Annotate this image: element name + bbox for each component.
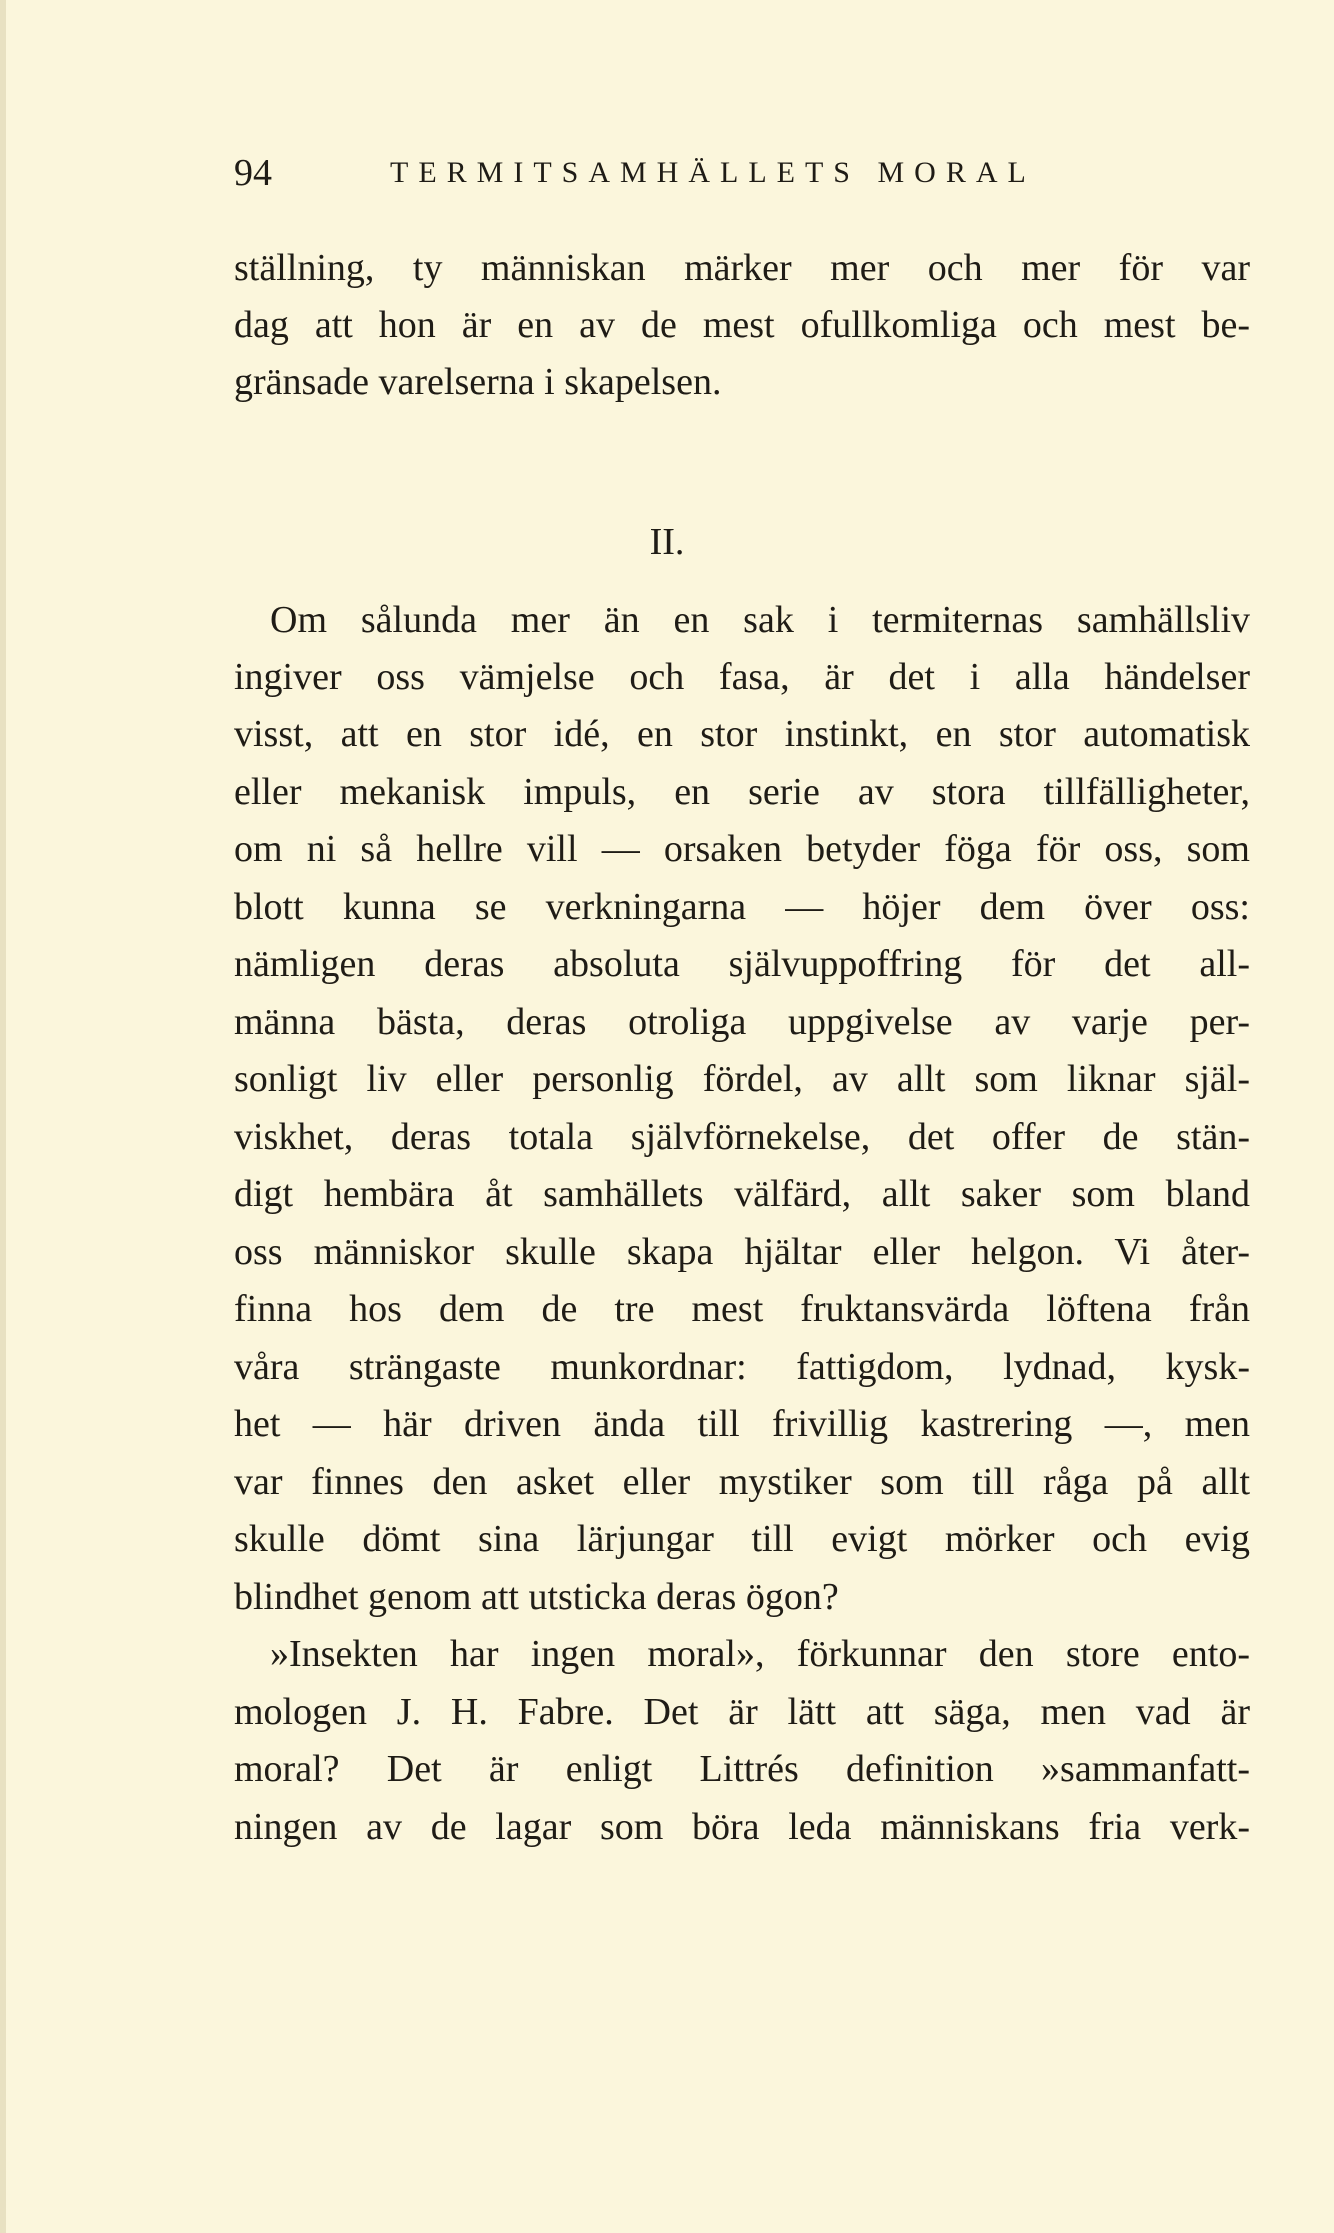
text-line: blott kunna se verkningarna — höjer dem över oss: xyxy=(234,886,1250,928)
text-line: finna hos dem de tre mest fruktansvärda löftena från xyxy=(234,1288,1250,1330)
text-line: våra strängaste munkordnar: fattigdom, lydnad, kysk- xyxy=(234,1346,1250,1388)
page-number: 94 xyxy=(234,152,272,194)
text-line: nämligen deras absoluta självuppoffring för det all- xyxy=(234,943,1250,985)
text-line: Om sålunda mer än en sak i termiternas samhällsliv xyxy=(270,599,1250,641)
text-line: skulle dömt sina lärjungar till evigt mörker och evig xyxy=(234,1518,1250,1560)
text-line: gränsade varelserna i skapelsen. xyxy=(234,361,722,403)
text-line: mologen J. H. Fabre. Det är lätt att säga, men vad är xyxy=(234,1691,1250,1733)
page-edge xyxy=(0,0,6,2233)
text-line: het — här driven ända till frivillig kastrering —, men xyxy=(234,1403,1250,1445)
text-line: eller mekanisk impuls, en serie av stora tillfälligheter, xyxy=(234,771,1250,813)
text-line: visst, att en stor idé, en stor instinkt, en stor automatisk xyxy=(234,713,1250,755)
text-line: viskhet, deras totala självförnekelse, det offer de stän- xyxy=(234,1116,1250,1158)
text-line: männa bästa, deras otroliga uppgivelse av varje per- xyxy=(234,1001,1250,1043)
text-line: sonligt liv eller personlig fördel, av allt som liknar själ- xyxy=(234,1058,1250,1100)
running-title: TERMITSAMHÄLLETS MORAL xyxy=(390,156,1036,189)
text-line: digt hembära åt samhällets välfärd, allt saker som bland xyxy=(234,1173,1250,1215)
text-line: om ni så hellre vill — orsaken betyder föga för oss, som xyxy=(234,828,1250,870)
text-line: »Insekten har ingen moral», förkunnar den store ento- xyxy=(270,1633,1250,1675)
text-line: ställning, ty människan märker mer och mer för var xyxy=(234,247,1250,289)
running-head xyxy=(234,148,1104,198)
text-line: blindhet genom att utsticka deras ögon? xyxy=(234,1576,839,1618)
text-line: ingiver oss vämjelse och fasa, är det i alla händelser xyxy=(234,656,1250,698)
text-line: var finnes den asket eller mystiker som till råga på allt xyxy=(234,1461,1250,1503)
text-line: dag att hon är en av de mest ofullkomliga och mest be- xyxy=(234,304,1250,346)
text-line: oss människor skulle skapa hjältar eller helgon. Vi åter- xyxy=(234,1231,1250,1273)
section-heading: II. xyxy=(649,521,685,563)
text-line: moral? Det är enligt Littrés definition »sammanfatt- xyxy=(234,1748,1250,1790)
text-line: ningen av de lagar som böra leda människans fria verk- xyxy=(234,1806,1250,1848)
